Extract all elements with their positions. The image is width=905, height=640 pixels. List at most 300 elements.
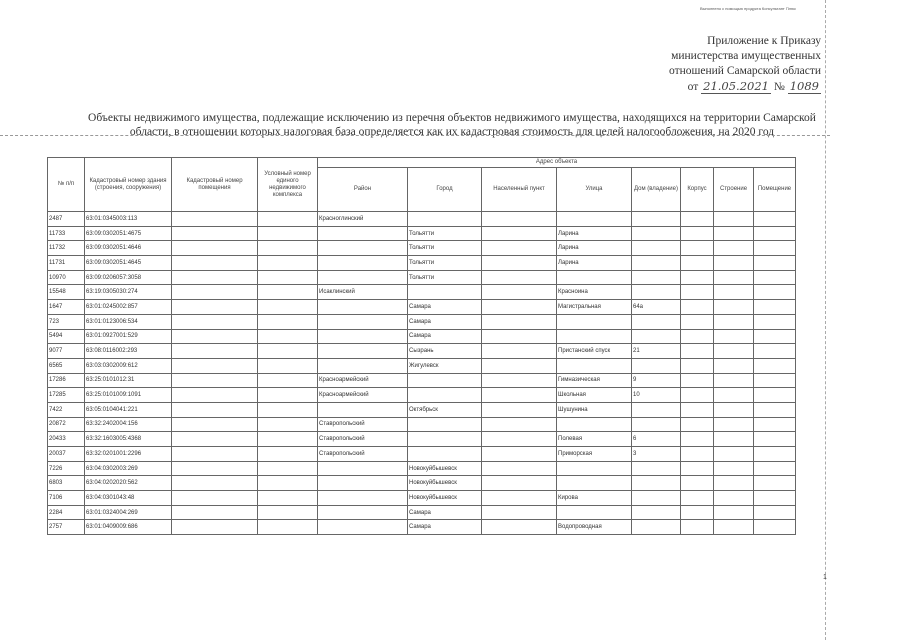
cell-empty <box>754 505 796 520</box>
cell-city <box>408 447 482 462</box>
table-row <box>48 491 796 506</box>
cell-cad: 63:04:0301043:48 <box>85 491 172 506</box>
cell-empty <box>714 476 754 491</box>
cell-house <box>632 505 681 520</box>
cell-city <box>408 285 482 300</box>
cell-district <box>318 241 408 256</box>
page-edge-line <box>825 0 826 640</box>
table-row <box>48 256 796 271</box>
consultant-stamp: Выполнено с помощью продукта Консультант Плюс <box>700 6 797 11</box>
cell-empty <box>681 212 714 227</box>
cell-empty <box>482 300 557 315</box>
cell-empty <box>681 373 714 388</box>
cell-district <box>318 491 408 506</box>
table-row <box>48 402 796 417</box>
cell-empty <box>482 505 557 520</box>
cell-num: 20872 <box>48 417 85 432</box>
cell-empty <box>754 461 796 476</box>
cell-district: Красноглинский <box>318 212 408 227</box>
cell-num: 7106 <box>48 491 85 506</box>
cell-empty <box>258 373 318 388</box>
cell-empty <box>172 520 258 535</box>
cell-empty <box>714 417 754 432</box>
cell-empty <box>681 388 714 403</box>
cell-empty <box>754 358 796 373</box>
cell-empty <box>172 402 258 417</box>
cell-empty <box>482 402 557 417</box>
cell-city: Сызрань <box>408 344 482 359</box>
cell-cad: 63:32:1603005:4368 <box>85 432 172 447</box>
cell-empty <box>172 300 258 315</box>
cell-district <box>318 476 408 491</box>
cell-empty <box>172 373 258 388</box>
cell-house: 21 <box>632 344 681 359</box>
cell-num: 7226 <box>48 461 85 476</box>
cell-empty <box>258 447 318 462</box>
cell-empty <box>754 256 796 271</box>
cell-empty <box>681 270 714 285</box>
cell-cad: 63:01:0245002:857 <box>85 300 172 315</box>
table-row <box>48 476 796 491</box>
cell-empty <box>714 256 754 271</box>
cell-empty <box>172 388 258 403</box>
cell-empty <box>482 226 557 241</box>
col-address-group: Адрес объекта <box>318 158 796 168</box>
cell-num: 723 <box>48 314 85 329</box>
cell-empty <box>681 285 714 300</box>
cell-cad: 63:09:0302051:4646 <box>85 241 172 256</box>
cell-cad: 63:01:0345003:113 <box>85 212 172 227</box>
cell-empty <box>714 491 754 506</box>
cell-empty <box>714 432 754 447</box>
cell-cad: 63:25:0101012:31 <box>85 373 172 388</box>
cell-empty <box>681 402 714 417</box>
cell-cad: 63:09:0302051:4675 <box>85 226 172 241</box>
cell-district: Ставропольский <box>318 432 408 447</box>
cell-city: Самара <box>408 520 482 535</box>
cell-street <box>557 476 632 491</box>
cell-empty <box>172 461 258 476</box>
cell-empty <box>482 285 557 300</box>
cell-district: Ставропольский <box>318 447 408 462</box>
col-house: Дом (владение) <box>632 168 681 212</box>
cell-cad: 63:09:0206057:3058 <box>85 270 172 285</box>
cell-empty <box>754 270 796 285</box>
cell-empty <box>714 270 754 285</box>
cell-cad: 63:01:0324004:269 <box>85 505 172 520</box>
cell-house <box>632 226 681 241</box>
cell-house <box>632 520 681 535</box>
cell-city: Новокуйбышевск <box>408 476 482 491</box>
cell-empty <box>714 520 754 535</box>
cell-empty <box>681 329 714 344</box>
cell-street: Пристанский спуск <box>557 344 632 359</box>
cell-empty <box>754 447 796 462</box>
cell-empty <box>754 329 796 344</box>
cell-city: Тольятти <box>408 256 482 271</box>
table-row <box>48 241 796 256</box>
cell-cad: 63:03:0302009:612 <box>85 358 172 373</box>
table-body <box>48 212 796 535</box>
cell-district <box>318 402 408 417</box>
table-row <box>48 344 796 359</box>
property-table <box>47 157 796 535</box>
cell-street <box>557 212 632 227</box>
col-district: Район <box>318 168 408 212</box>
document-title: Объекты недвижимого имущества, подлежащие исключению из перечня объектов недвижимого имущества, находящихся на территории Самарской области, в отношении которых налоговая база определяется как их кадастровая стоимость для целей налогообложения, на 2020 год <box>88 112 816 138</box>
cell-house <box>632 241 681 256</box>
cell-empty <box>754 226 796 241</box>
cell-empty <box>681 461 714 476</box>
col-building: Строение <box>714 168 754 212</box>
order-date-number <box>641 79 821 95</box>
cell-house <box>632 476 681 491</box>
cell-street: Кирова <box>557 491 632 506</box>
cell-house: 6 <box>632 432 681 447</box>
table-row <box>48 461 796 476</box>
cell-city <box>408 388 482 403</box>
table-row <box>48 212 796 227</box>
cell-empty <box>681 432 714 447</box>
cell-city: Тольятти <box>408 241 482 256</box>
cell-empty <box>482 520 557 535</box>
cell-house <box>632 417 681 432</box>
cell-empty <box>258 226 318 241</box>
cell-empty <box>258 520 318 535</box>
cell-empty <box>172 285 258 300</box>
cell-empty <box>258 402 318 417</box>
cell-district: Ставропольский <box>318 417 408 432</box>
table-row <box>48 447 796 462</box>
cell-cad: 63:19:0305030:274 <box>85 285 172 300</box>
cell-num: 1647 <box>48 300 85 315</box>
cell-empty <box>258 256 318 271</box>
cell-cad: 63:01:0123006:534 <box>85 314 172 329</box>
cell-district <box>318 329 408 344</box>
cell-empty <box>681 300 714 315</box>
cell-empty <box>681 447 714 462</box>
col-cad-room: Кадастровый номер помещения <box>172 158 258 212</box>
cell-num: 9077 <box>48 344 85 359</box>
cell-empty <box>754 344 796 359</box>
cell-cad: 63:08:0116002:293 <box>85 344 172 359</box>
cell-empty <box>482 373 557 388</box>
cell-empty <box>754 314 796 329</box>
cell-city: Октябрьск <box>408 402 482 417</box>
cell-district <box>318 505 408 520</box>
table-row <box>48 432 796 447</box>
cell-empty <box>681 505 714 520</box>
cell-cad: 63:32:2402004:156 <box>85 417 172 432</box>
cell-street: Приморская <box>557 447 632 462</box>
col-num: № п/п <box>48 158 85 212</box>
page-number: 1 <box>823 574 827 581</box>
cell-empty <box>172 358 258 373</box>
cell-city: Самара <box>408 300 482 315</box>
cell-empty <box>714 505 754 520</box>
cell-empty <box>754 402 796 417</box>
cell-street <box>557 329 632 344</box>
cell-cad: 63:05:0104041:221 <box>85 402 172 417</box>
cell-district <box>318 358 408 373</box>
scan-rule-line <box>0 135 830 136</box>
cell-empty <box>681 344 714 359</box>
cell-num: 5494 <box>48 329 85 344</box>
cell-street: Ларина <box>557 226 632 241</box>
cell-district: Красноармейский <box>318 373 408 388</box>
cell-empty <box>172 491 258 506</box>
cell-empty <box>714 226 754 241</box>
cell-empty <box>482 476 557 491</box>
cell-empty <box>681 226 714 241</box>
col-cad-building: Кадастровый номер здания (строения, сооружения) <box>85 158 172 212</box>
cell-empty <box>172 432 258 447</box>
cell-empty <box>714 285 754 300</box>
cell-num: 7422 <box>48 402 85 417</box>
header-line-2: министерства имущественных <box>671 50 821 62</box>
cell-empty <box>482 329 557 344</box>
cell-city: Жигулевск <box>408 358 482 373</box>
cell-city <box>408 212 482 227</box>
cell-empty <box>172 270 258 285</box>
cell-house <box>632 212 681 227</box>
col-street: Улица <box>557 168 632 212</box>
cell-empty <box>172 241 258 256</box>
cell-house <box>632 402 681 417</box>
cell-city <box>408 373 482 388</box>
cell-num: 15548 <box>48 285 85 300</box>
cell-empty <box>258 505 318 520</box>
cell-empty <box>172 329 258 344</box>
cell-cad: 63:32:0201001:2296 <box>85 447 172 462</box>
cell-street: Шушунина <box>557 402 632 417</box>
cell-district <box>318 520 408 535</box>
cell-empty <box>258 285 318 300</box>
cell-cad: 63:04:0202020:562 <box>85 476 172 491</box>
cell-district: Красноармейский <box>318 388 408 403</box>
cell-empty <box>258 358 318 373</box>
order-number: 1089 <box>789 79 819 93</box>
cell-empty <box>258 388 318 403</box>
table-row <box>48 373 796 388</box>
cell-street <box>557 461 632 476</box>
header-line-1: Приложение к Приказу <box>707 35 821 47</box>
cell-empty <box>258 491 318 506</box>
cell-street <box>557 270 632 285</box>
cell-street <box>557 505 632 520</box>
cell-num: 6803 <box>48 476 85 491</box>
cell-house <box>632 358 681 373</box>
col-city: Город <box>408 168 482 212</box>
cell-empty <box>482 256 557 271</box>
cell-house: 3 <box>632 447 681 462</box>
cell-empty <box>681 314 714 329</box>
cell-num: 20433 <box>48 432 85 447</box>
cell-house: 10 <box>632 388 681 403</box>
cell-city: Тольятти <box>408 226 482 241</box>
cell-empty <box>681 520 714 535</box>
cell-street <box>557 358 632 373</box>
document-header <box>641 34 821 95</box>
cell-empty <box>482 432 557 447</box>
cell-empty <box>482 344 557 359</box>
cell-street: Гимназическая <box>557 373 632 388</box>
order-number-sign: № <box>773 81 785 93</box>
cell-empty <box>681 476 714 491</box>
cell-district <box>318 461 408 476</box>
col-cad-complex: Условный номер единого недвижимого комплекса <box>258 158 318 212</box>
cell-cad: 63:01:0927001:529 <box>85 329 172 344</box>
table-row <box>48 285 796 300</box>
cell-empty <box>714 373 754 388</box>
cell-city: Самара <box>408 505 482 520</box>
cell-empty <box>258 432 318 447</box>
cell-city <box>408 417 482 432</box>
cell-empty <box>172 344 258 359</box>
cell-num: 11732 <box>48 241 85 256</box>
cell-house <box>632 270 681 285</box>
cell-street: Ларина <box>557 256 632 271</box>
cell-house <box>632 256 681 271</box>
cell-empty <box>754 388 796 403</box>
table-row <box>48 270 796 285</box>
cell-empty <box>681 358 714 373</box>
cell-empty <box>482 358 557 373</box>
cell-empty <box>482 212 557 227</box>
cell-num: 20037 <box>48 447 85 462</box>
cell-city: Самара <box>408 329 482 344</box>
cell-empty <box>172 417 258 432</box>
cell-district: Исаклинский <box>318 285 408 300</box>
cell-cad: 63:04:0302003:269 <box>85 461 172 476</box>
cell-empty <box>258 417 318 432</box>
order-prefix: от <box>687 81 699 93</box>
cell-empty <box>754 520 796 535</box>
header-line-3: отношений Самарской области <box>669 65 821 77</box>
cell-street: Полевая <box>557 432 632 447</box>
cell-empty <box>482 461 557 476</box>
table-row <box>48 417 796 432</box>
cell-district <box>318 226 408 241</box>
cell-empty <box>714 358 754 373</box>
cell-house: 64а <box>632 300 681 315</box>
cell-house <box>632 461 681 476</box>
cell-cad: 63:01:0409009:686 <box>85 520 172 535</box>
table-row <box>48 329 796 344</box>
order-date: 21.05.2021 <box>703 79 769 93</box>
cell-city: Тольятти <box>408 270 482 285</box>
cell-num: 6565 <box>48 358 85 373</box>
cell-empty <box>172 505 258 520</box>
col-settlement: Населенный пункт <box>482 168 557 212</box>
cell-empty <box>714 329 754 344</box>
cell-empty <box>754 417 796 432</box>
cell-street: Водопроводная <box>557 520 632 535</box>
cell-empty <box>258 461 318 476</box>
cell-empty <box>714 212 754 227</box>
cell-street: Школьная <box>557 388 632 403</box>
cell-district <box>318 344 408 359</box>
cell-street: Ларина <box>557 241 632 256</box>
cell-num: 2487 <box>48 212 85 227</box>
cell-district <box>318 256 408 271</box>
cell-empty <box>482 270 557 285</box>
cell-empty <box>681 256 714 271</box>
table-row <box>48 505 796 520</box>
cell-cad: 63:25:0101009:1091 <box>85 388 172 403</box>
cell-house <box>632 329 681 344</box>
cell-empty <box>172 226 258 241</box>
cell-empty <box>258 344 318 359</box>
cell-empty <box>714 461 754 476</box>
cell-num: 11731 <box>48 256 85 271</box>
cell-num: 17285 <box>48 388 85 403</box>
table-row <box>48 300 796 315</box>
cell-empty <box>754 285 796 300</box>
cell-city <box>408 432 482 447</box>
cell-empty <box>482 491 557 506</box>
cell-empty <box>258 241 318 256</box>
cell-empty <box>754 476 796 491</box>
cell-empty <box>754 300 796 315</box>
cell-empty <box>714 344 754 359</box>
cell-empty <box>482 447 557 462</box>
cell-district <box>318 270 408 285</box>
cell-house <box>632 314 681 329</box>
cell-num: 11733 <box>48 226 85 241</box>
cell-empty <box>754 432 796 447</box>
cell-district <box>318 314 408 329</box>
cell-empty <box>258 270 318 285</box>
table-row <box>48 314 796 329</box>
cell-empty <box>754 212 796 227</box>
cell-empty <box>172 476 258 491</box>
cell-num: 10970 <box>48 270 85 285</box>
cell-empty <box>172 256 258 271</box>
cell-house <box>632 285 681 300</box>
cell-empty <box>754 491 796 506</box>
table-row <box>48 226 796 241</box>
cell-empty <box>714 447 754 462</box>
cell-empty <box>172 212 258 227</box>
cell-empty <box>714 388 754 403</box>
cell-empty <box>482 417 557 432</box>
cell-empty <box>714 300 754 315</box>
cell-empty <box>172 447 258 462</box>
cell-empty <box>714 402 754 417</box>
cell-street <box>557 417 632 432</box>
table-row <box>48 388 796 403</box>
cell-empty <box>258 314 318 329</box>
cell-street <box>557 314 632 329</box>
cell-city: Самара <box>408 314 482 329</box>
cell-empty <box>258 300 318 315</box>
cell-empty <box>754 373 796 388</box>
cell-district <box>318 300 408 315</box>
cell-empty <box>172 314 258 329</box>
cell-empty <box>258 212 318 227</box>
cell-num: 2757 <box>48 520 85 535</box>
cell-empty <box>482 241 557 256</box>
cell-city: Новокуйбышевск <box>408 491 482 506</box>
cell-empty <box>681 417 714 432</box>
cell-empty <box>258 329 318 344</box>
cell-empty <box>681 241 714 256</box>
col-korpus: Корпус <box>681 168 714 212</box>
cell-empty <box>482 388 557 403</box>
cell-empty <box>482 314 557 329</box>
cell-empty <box>714 241 754 256</box>
